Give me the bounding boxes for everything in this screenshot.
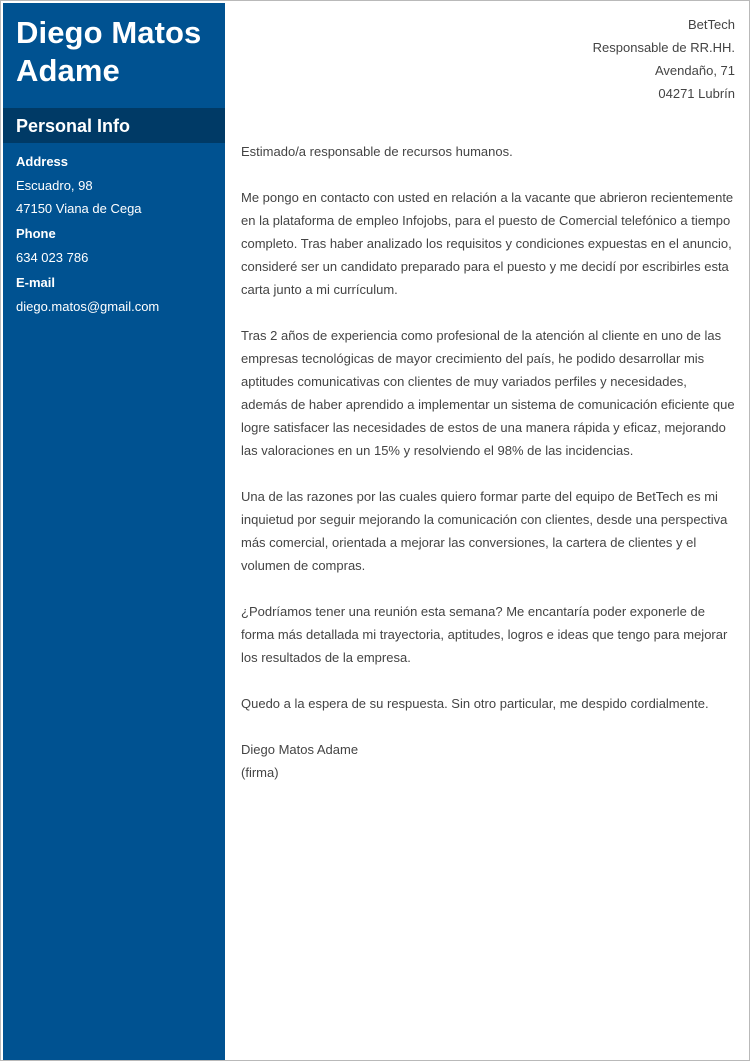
address-line-2: 47150 Viana de Cega xyxy=(16,201,142,216)
signature-name: Diego Matos Adame xyxy=(241,742,359,757)
letter-paragraph: Una de las razones por las cuales quiero formar parte del equipo de BetTech es mi inquietud por seguir mejorando la comunicación con clientes, desde una perspectiva más comercial, orientada a mejorar las conversiones, la cartera de clientes y el volumen de compras. xyxy=(241,489,728,573)
letter-body xyxy=(241,140,735,784)
address-block xyxy=(16,153,221,220)
email-value: diego.matos@gmail.com xyxy=(16,299,160,314)
letter-paragraph: Me pongo en contacto con usted en relación a la vacante que abrieron recientemente en la plataforma de empleo Infojobs, para el puesto de Comercial telefónico a tiempo completo. Tras haber analizado los requisitos y condiciones expuestas en el anuncio, consideré ser un candidato preparado para el puesto y me decidí por escribirles esta carta junto a mi currículum. xyxy=(241,190,734,297)
phone-label: Phone xyxy=(16,226,56,241)
phone-block xyxy=(16,225,221,269)
applicant-name: Diego Matos Adame xyxy=(16,15,202,88)
letter-content xyxy=(241,13,735,784)
recipient-block xyxy=(241,13,735,105)
recipient-role: Responsable de RR.HH. xyxy=(592,40,735,55)
recipient-street: Avendaño, 71 xyxy=(655,63,735,78)
letter-closing: Quedo a la espera de su respuesta. Sin otro particular, me despido cordialmente. xyxy=(241,696,709,711)
address-line-1: Escuadro, 98 xyxy=(16,178,93,193)
personal-info-title: Personal Info xyxy=(16,116,131,136)
address-label: Address xyxy=(16,154,69,169)
letter-greeting: Estimado/a responsable de recursos humanos. xyxy=(241,144,513,159)
signature-block xyxy=(241,738,735,784)
phone-value: 634 023 786 xyxy=(16,250,89,265)
email-block xyxy=(16,274,221,318)
email-label: E-mail xyxy=(16,275,56,290)
signature-note: (firma) xyxy=(241,765,279,780)
recipient-company: BetTech xyxy=(688,17,735,32)
sidebar xyxy=(3,3,225,1060)
letter-paragraph: Tras 2 años de experiencia como profesional de la atención al cliente en uno de las empresas tecnológicas de mayor crecimiento del país, he podido desarrollar mis aptitudes comunicativas con clientes de muy variados perfiles y necesidades, además de haber aprendido a implementar un sistema de comunicación eficiente que logre satisfacer las necesidades de estos de una manera rápida y eficaz, mejorando las valoraciones en un 15% y resolviendo el 98% de las incidencias. xyxy=(241,328,735,458)
personal-info-header xyxy=(3,108,225,143)
recipient-city: 04271 Lubrín xyxy=(658,86,735,101)
letter-paragraph: ¿Podríamos tener una reunión esta semana? Me encantaría poder exponerle de forma más detallada mi trayectoria, aptitudes, logros e ideas que tengo para mejorar los resultados de la empresa. xyxy=(241,604,728,665)
personal-info-list xyxy=(16,153,221,323)
